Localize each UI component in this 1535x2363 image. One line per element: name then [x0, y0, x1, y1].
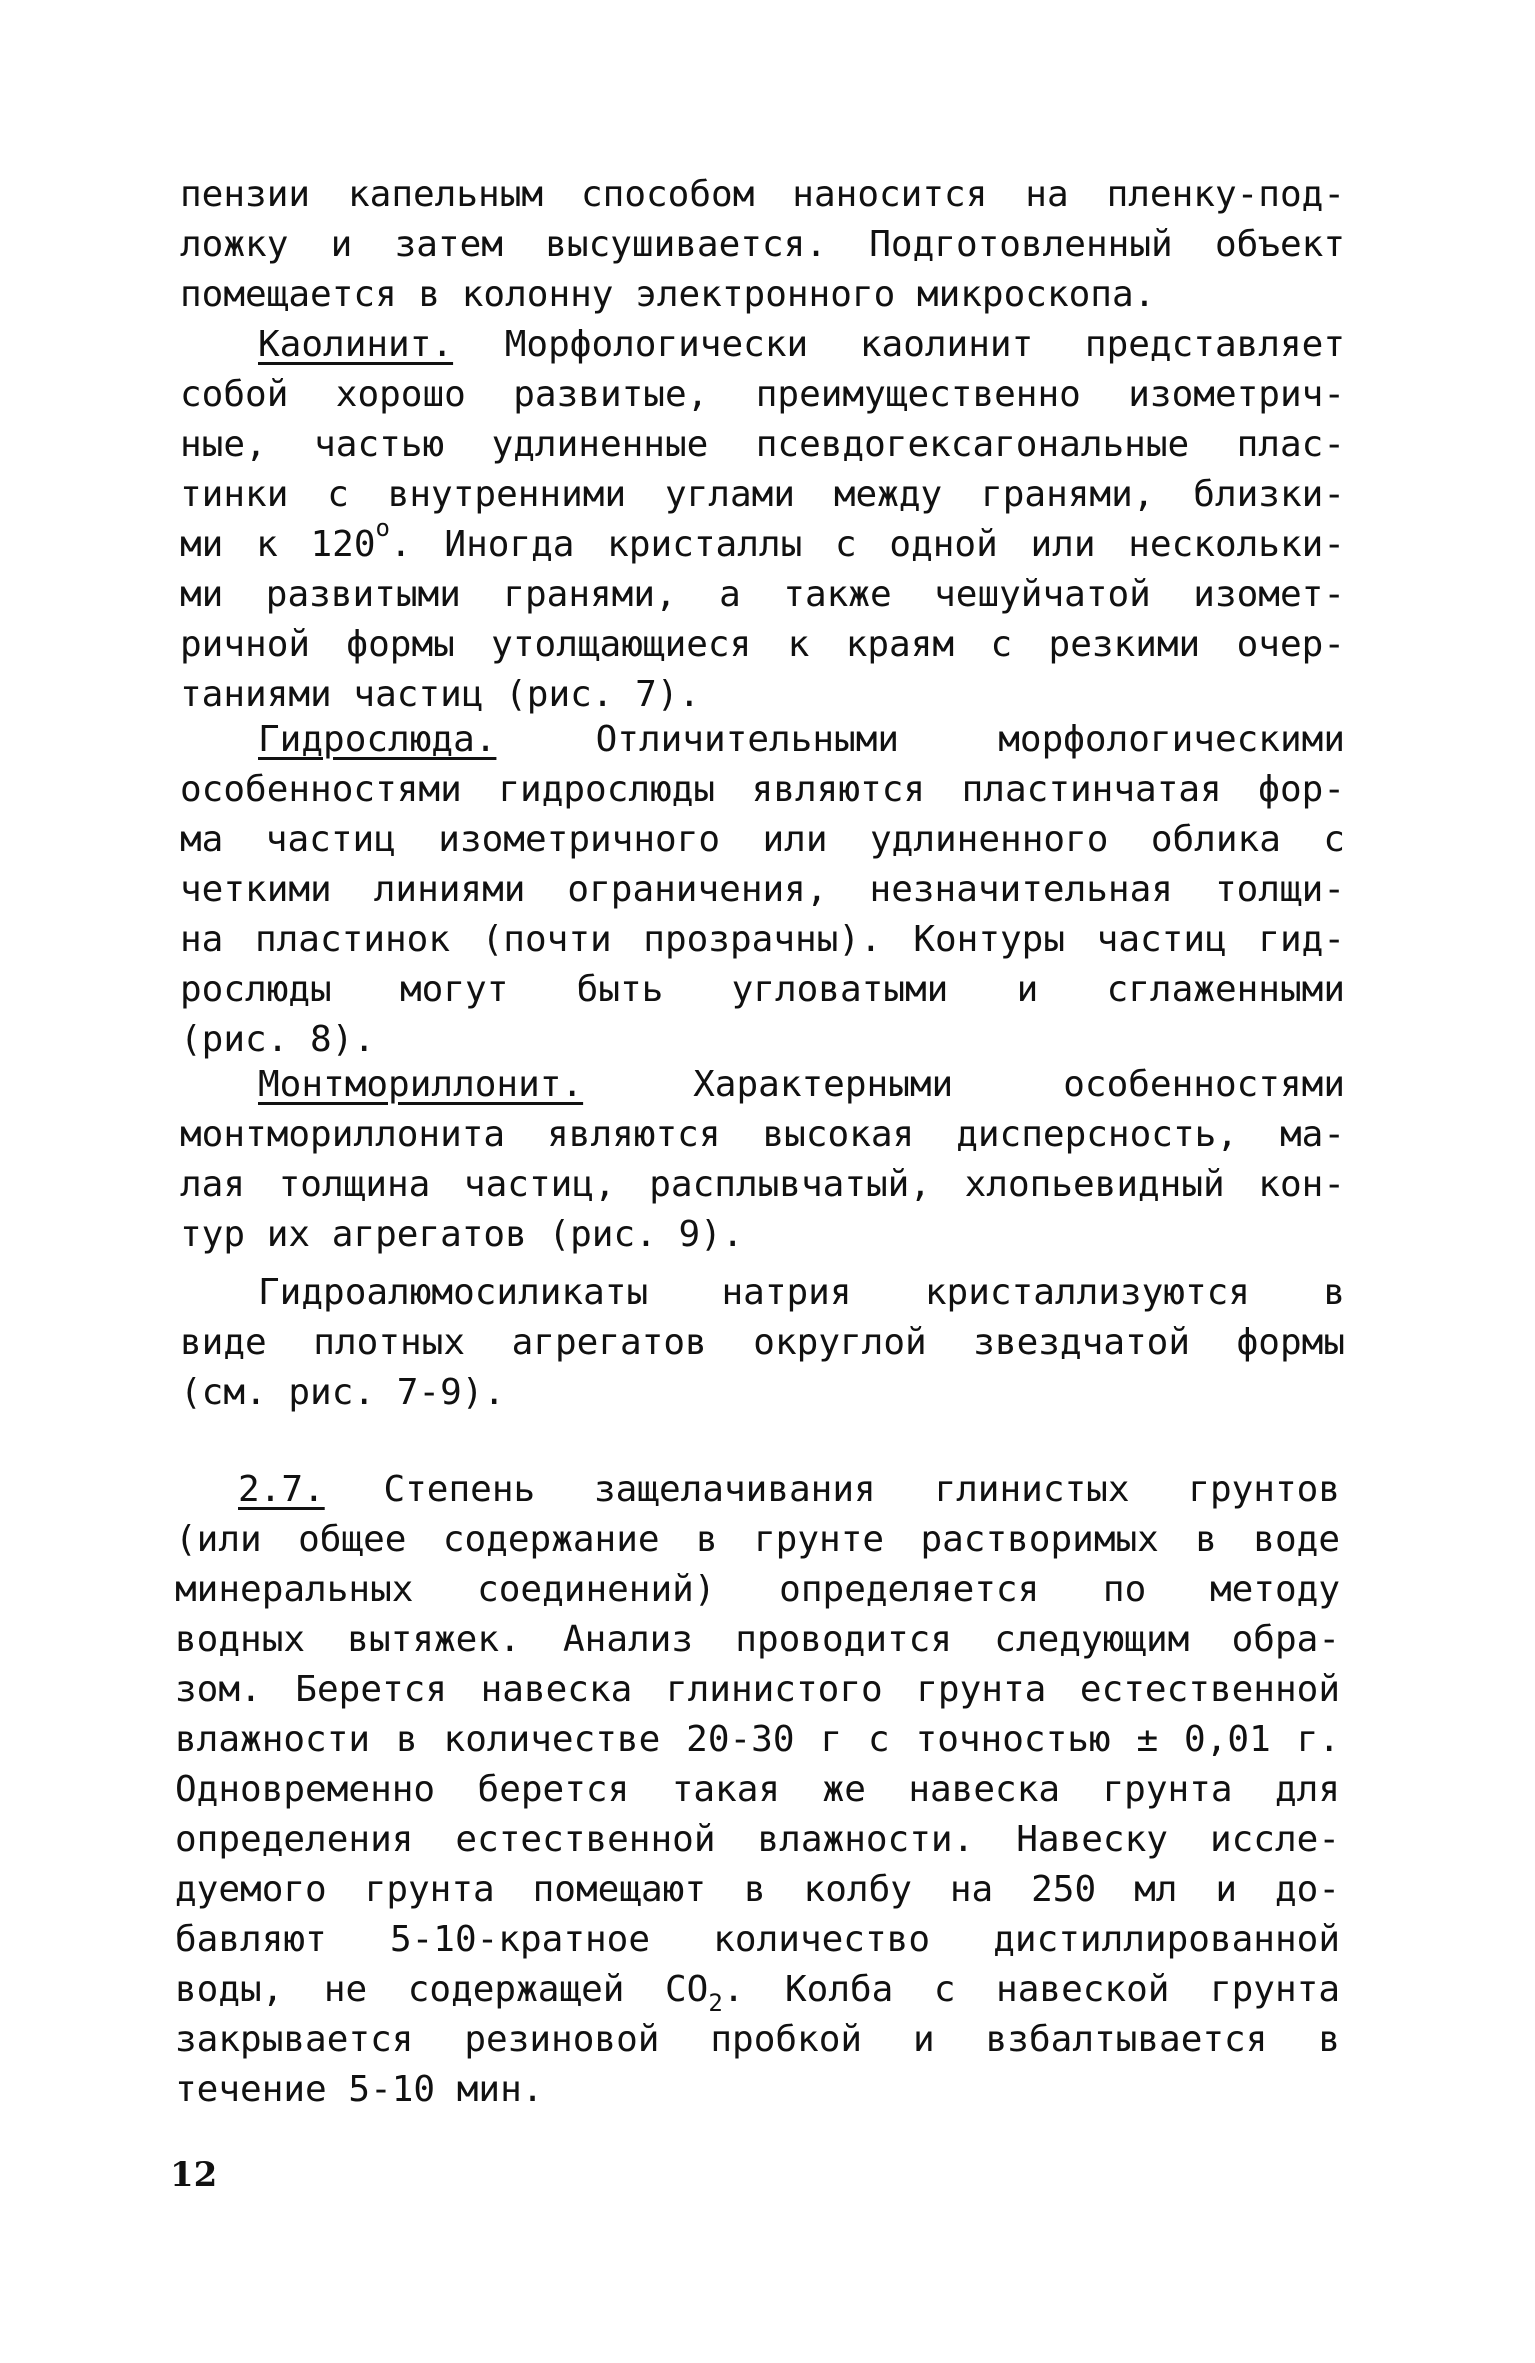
text-line: течение 5-10 мин. — [175, 2069, 544, 2110]
text-line: определения естественной влажности. Навеску иссле- — [175, 1819, 1340, 1860]
text-fragment: . Иногда кристаллы с одной или нескольки- — [389, 524, 1345, 565]
section-number: 2.7. — [238, 1469, 325, 1510]
text-line: ные, частью удлиненные псевдогексагональные плас- — [180, 424, 1345, 465]
text-line — [175, 1965, 1340, 2015]
text-line: Одновременно берется такая же навеска грунта для — [175, 1769, 1340, 1810]
text-line: рослюды могут быть угловатыми и сглаженными — [180, 969, 1345, 1010]
text-line: монтмориллонита являются высокая дисперсность, ма- — [180, 1114, 1345, 1155]
text-line: бавляют 5-10-кратное количество дистиллированной — [175, 1919, 1340, 1960]
heading-hydromica: Гидрослюда. — [258, 719, 497, 760]
co2-subscript: 2 — [708, 1989, 723, 2017]
text-line: Гидроалюмосиликаты натрия кристаллизуются в — [258, 1272, 1345, 1313]
text-line — [180, 514, 1345, 570]
text-line: зом. Берется навеска глинистого грунта естественной — [175, 1669, 1340, 1710]
text-line — [180, 320, 1345, 370]
heading-montmorillonite: Монтмориллонит. — [258, 1064, 584, 1105]
text-line: закрывается резиновой пробкой и взбалтывается в — [175, 2019, 1340, 2060]
paragraph-kaolinite — [180, 320, 1345, 720]
text-line: виде плотных агрегатов округлой звездчатой формы — [180, 1322, 1345, 1363]
text-line: четкими линиями ограничения, незначительная толщи- — [180, 869, 1345, 910]
text-line: ма частиц изометричного или удлиненного облика с — [180, 819, 1345, 860]
text-line: водных вытяжек. Анализ проводится следующим обра- — [175, 1619, 1340, 1660]
text-line: на пластинок (почти прозрачны). Контуры частиц гид- — [180, 919, 1345, 960]
text-fragment: . Колба с навеской грунта — [722, 1969, 1340, 2010]
paragraph-hydromica — [180, 715, 1345, 1065]
text-line: ложку и затем высушивается. Подготовленный объект — [180, 224, 1345, 265]
text-line: помещается в колонну электронного микроскопа. — [180, 274, 1156, 315]
paragraph-intro — [180, 170, 1345, 320]
text-fragment: Характерными особенностями — [583, 1064, 1345, 1105]
text-line — [175, 1465, 1340, 1515]
text-line: ричной формы утолщающиеся к краям с резкими очер- — [180, 624, 1345, 665]
text-fragment: ми к 120 — [180, 524, 376, 565]
text-fragment: Степень защелачивания глинистых грунтов — [324, 1469, 1340, 1510]
page-number: 12 — [170, 2155, 218, 2195]
text-line: таниями частиц (рис. 7). — [180, 674, 701, 715]
text-line: (или общее содержание в грунте растворимых в воде — [175, 1519, 1340, 1560]
text-line: пензии капельным способом наносится на пленку-под- — [180, 174, 1345, 215]
paragraph-sodium — [180, 1268, 1345, 1418]
text-fragment: Отличительными морфологическими — [496, 719, 1345, 760]
text-line — [180, 1060, 1345, 1110]
text-line: собой хорошо развитые, преимущественно изометрич- — [180, 374, 1345, 415]
text-line — [180, 715, 1345, 765]
degree-superscript: о — [375, 514, 390, 542]
text-line: дуемого грунта помещают в колбу на 250 мл и до- — [175, 1869, 1340, 1910]
text-line: тур их агрегатов (рис. 9). — [180, 1214, 744, 1255]
text-line: тинки с внутренними углами между гранями, близки- — [180, 474, 1345, 515]
text-fragment: Морфологически каолинит представляет — [453, 324, 1345, 365]
text-line: влажности в количестве 20-30 г с точностью ± 0,01 г. — [175, 1719, 1340, 1760]
text-line: особенностями гидрослюды являются пластинчатая фор- — [180, 769, 1345, 810]
text-line: ми развитыми гранями, а также чешуйчатой изомет- — [180, 574, 1345, 615]
text-fragment: воды, не содержащей СО — [175, 1969, 709, 2010]
text-line: минеральных соединений) определяется по методу — [175, 1569, 1340, 1610]
paragraph-section-2-7 — [175, 1465, 1340, 2115]
text-line: лая толщина частиц, расплывчатый, хлопьевидный кон- — [180, 1164, 1345, 1205]
heading-kaolinite: Каолинит. — [258, 324, 454, 365]
paragraph-montmorillonite — [180, 1060, 1345, 1260]
text-line: (см. рис. 7-9). — [180, 1372, 506, 1413]
text-line: (рис. 8). — [180, 1019, 376, 1060]
